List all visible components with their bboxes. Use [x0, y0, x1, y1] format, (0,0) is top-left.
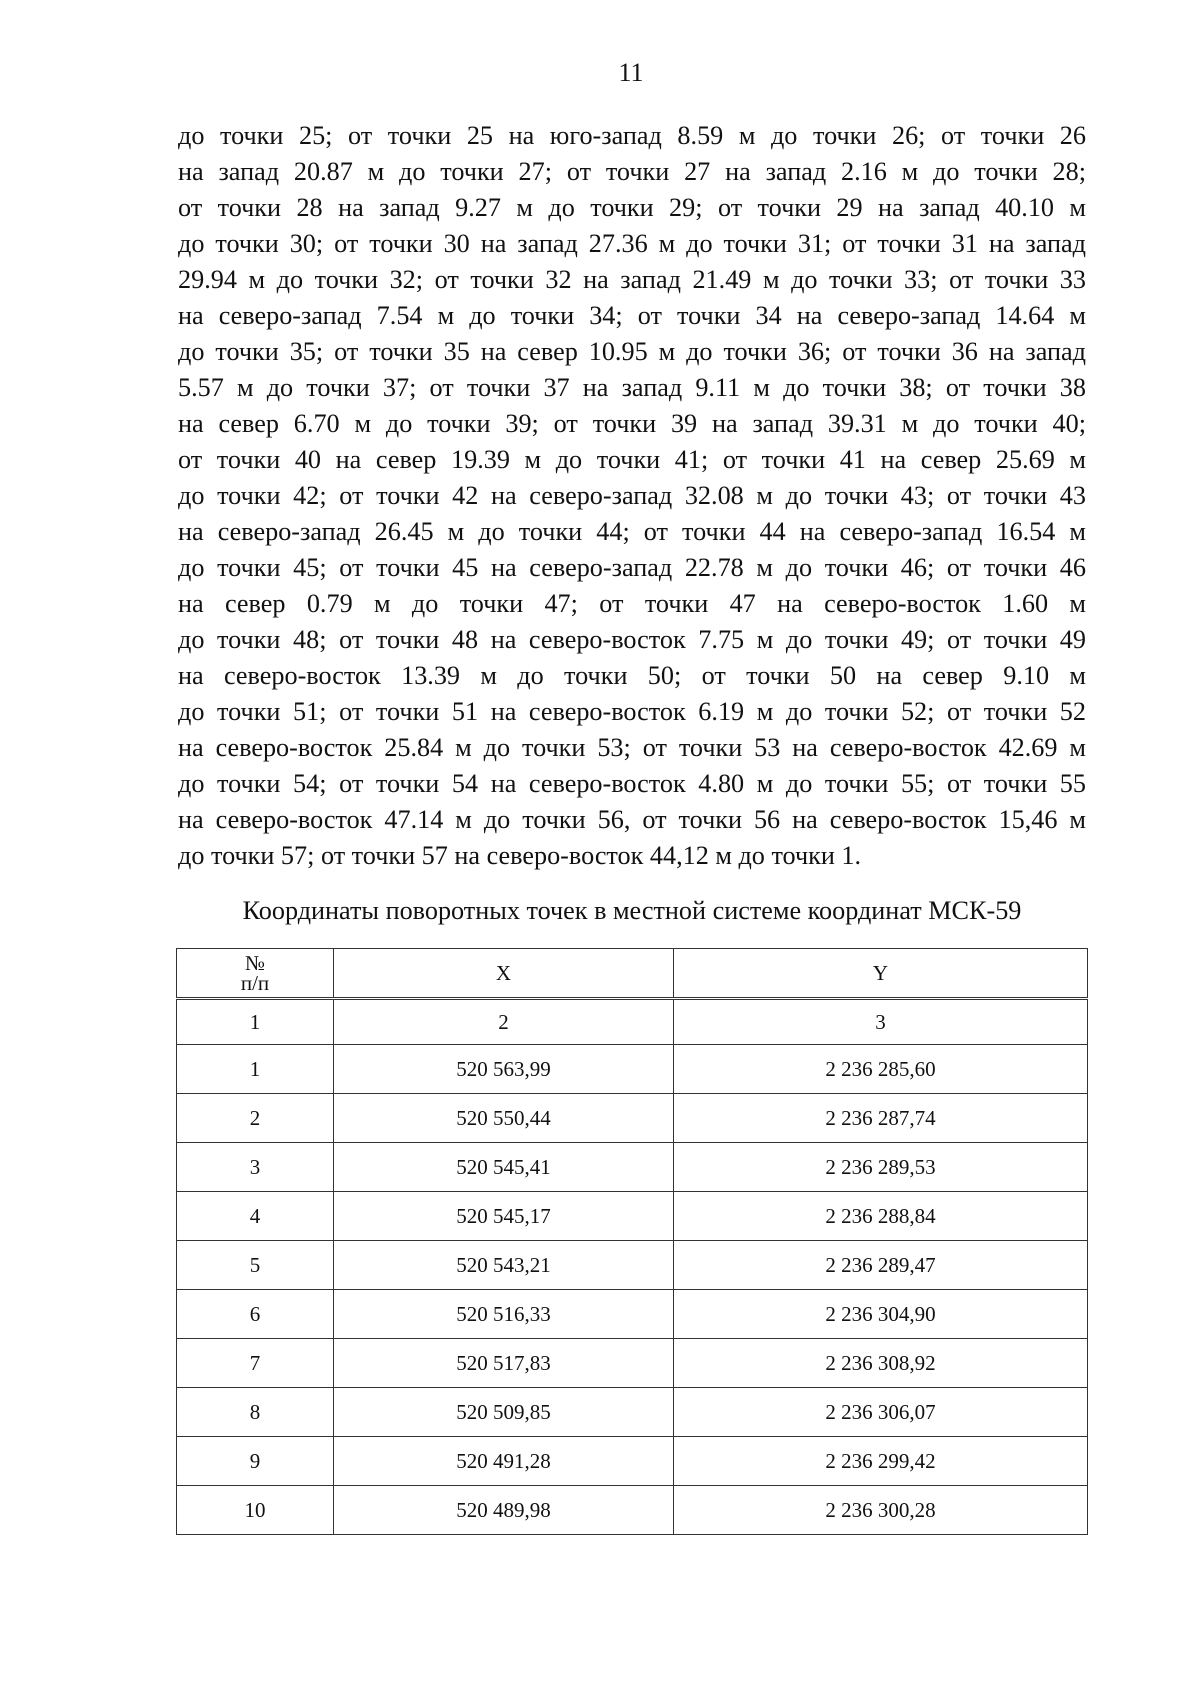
text-line: на север 0.79 м до точки 47; от точки 47 на северо-восток 1.60 м: [178, 589, 1086, 618]
text-line: от точки 40 на север 19.39 м до точки 41; от точки 41 на север 25.69 м: [178, 445, 1086, 474]
cell-y: 2 236 304,90: [674, 1290, 1088, 1339]
header-x: X: [334, 949, 674, 999]
table-row: [177, 1094, 1088, 1143]
cell-y: 2 236 289,47: [674, 1241, 1088, 1290]
text-line: 29.94 м до точки 32; от точки 32 на запад 21.49 м до точки 33; от точки 33: [178, 265, 1086, 294]
text-line: до точки 57; от точки 57 на северо-восток 44,12 м до точки 1.: [178, 841, 862, 870]
text-line: до точки 30; от точки 30 на запад 27.36 м до точки 31; от точки 31 на запад: [178, 229, 1086, 258]
text-line: на северо-восток 47.14 м до точки 56, от точки 56 на северо-восток 15,46 м: [178, 805, 1086, 834]
text-line: на северо-восток 13.39 м до точки 50; от точки 50 на север 9.10 м: [178, 661, 1086, 690]
page-number: 11: [618, 58, 644, 87]
cell-number: 4: [177, 1192, 334, 1241]
cell-number: 10: [177, 1486, 334, 1535]
table-row: [177, 1143, 1088, 1192]
cell-x: 520 491,28: [334, 1437, 674, 1486]
table-row: [177, 1388, 1088, 1437]
text-line: 5.57 м до точки 37; от точки 37 на запад 9.11 м до точки 38; от точки 38: [178, 373, 1086, 402]
cell-x: 520 489,98: [334, 1486, 674, 1535]
cell-y: 2 236 308,92: [674, 1339, 1088, 1388]
cell-y: 2 236 299,42: [674, 1437, 1088, 1486]
cell-number: 9: [177, 1437, 334, 1486]
table-row: [177, 1192, 1088, 1241]
cell-x: 520 516,33: [334, 1290, 674, 1339]
cell-y: 2 236 289,53: [674, 1143, 1088, 1192]
cell-number: 3: [177, 1143, 334, 1192]
coordinates-table: [176, 948, 1088, 1535]
cell-y: 2 236 287,74: [674, 1094, 1088, 1143]
table-row: [177, 1045, 1088, 1094]
cell-number: 7: [177, 1339, 334, 1388]
cell-number: 5: [177, 1241, 334, 1290]
text-line: до точки 45; от точки 45 на северо-запад 22.78 м до точки 46; от точки 46: [178, 553, 1086, 582]
boundary-description-paragraph: [178, 118, 1086, 874]
text-line: до точки 35; от точки 35 на север 10.95 м до точки 36; от точки 36 на запад: [178, 337, 1086, 366]
table-row: [177, 1437, 1088, 1486]
cell-y: 2 236 285,60: [674, 1045, 1088, 1094]
cell-x: 520 545,17: [334, 1192, 674, 1241]
table-row: [177, 1290, 1088, 1339]
cell-x: 520 563,99: [334, 1045, 674, 1094]
text-line: до точки 42; от точки 42 на северо-запад 32.08 м до точки 43; от точки 43: [178, 481, 1086, 510]
table-caption: Координаты поворотных точек в местной системе координат МСК-59: [242, 896, 1022, 925]
cell-x: 520 509,85: [334, 1388, 674, 1437]
cell-x: 520 550,44: [334, 1094, 674, 1143]
header-y: Y: [674, 949, 1088, 999]
text-line: на северо-запад 7.54 м до точки 34; от точки 34 на северо-запад 14.64 м: [178, 301, 1086, 330]
cell-number: 6: [177, 1290, 334, 1339]
cell-y: 2 236 306,07: [674, 1388, 1088, 1437]
column-number-1: 1: [177, 999, 334, 1045]
cell-y: 2 236 300,28: [674, 1486, 1088, 1535]
text-line: до точки 25; от точки 25 на юго-запад 8.59 м до точки 26; от точки 26: [178, 121, 1086, 150]
text-line: на северо-запад 26.45 м до точки 44; от точки 44 на северо-запад 16.54 м: [178, 517, 1086, 546]
table-row: [177, 1241, 1088, 1290]
header-number-abbrev: п/п: [240, 971, 270, 995]
header-number: [177, 949, 334, 999]
cell-x: 520 517,83: [334, 1339, 674, 1388]
column-numbers-row: [177, 999, 1088, 1045]
text-line: от точки 28 на запад 9.27 м до точки 29; от точки 29 на запад 40.10 м: [178, 193, 1086, 222]
cell-y: 2 236 288,84: [674, 1192, 1088, 1241]
text-line: до точки 48; от точки 48 на северо-восток 7.75 м до точки 49; от точки 49: [178, 625, 1086, 654]
text-line: на север 6.70 м до точки 39; от точки 39 на запад 39.31 м до точки 40;: [178, 409, 1086, 438]
cell-x: 520 545,41: [334, 1143, 674, 1192]
table-header-row: [177, 949, 1088, 999]
cell-number: 8: [177, 1388, 334, 1437]
table-row: [177, 1486, 1088, 1535]
header-number-sign: №: [244, 951, 266, 975]
column-number-2: 2: [334, 999, 674, 1045]
text-line: до точки 51; от точки 51 на северо-восток 6.19 м до точки 52; от точки 52: [178, 697, 1086, 726]
text-line: до точки 54; от точки 54 на северо-восток 4.80 м до точки 55; от точки 55: [178, 769, 1086, 798]
table-row: [177, 1339, 1088, 1388]
cell-number: 1: [177, 1045, 334, 1094]
text-line: на северо-восток 25.84 м до точки 53; от точки 53 на северо-восток 42.69 м: [178, 733, 1086, 762]
cell-x: 520 543,21: [334, 1241, 674, 1290]
column-number-3: 3: [674, 999, 1088, 1045]
cell-number: 2: [177, 1094, 334, 1143]
text-line: на запад 20.87 м до точки 27; от точки 27 на запад 2.16 м до точки 28;: [178, 157, 1086, 186]
